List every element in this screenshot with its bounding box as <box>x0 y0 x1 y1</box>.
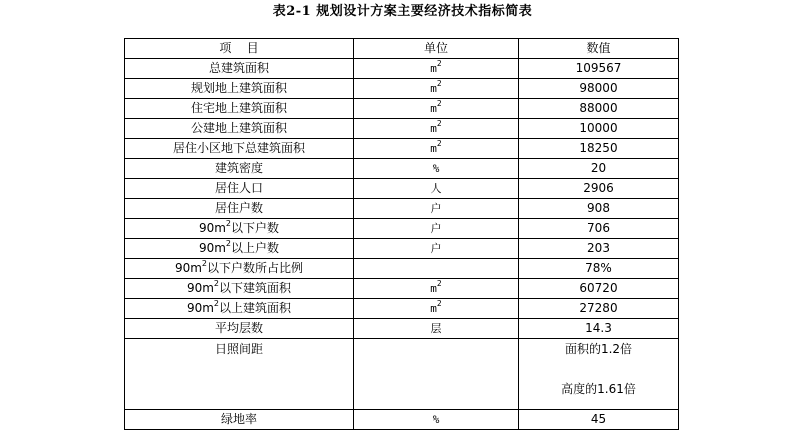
row-unit: 户 <box>354 239 519 259</box>
table-row <box>125 299 679 319</box>
indicator-table <box>124 38 679 430</box>
row-unit <box>354 259 519 279</box>
header-row <box>125 39 679 59</box>
row-value: 2906 <box>519 179 679 199</box>
row-value: 10000 <box>519 119 679 139</box>
green-row <box>125 410 679 430</box>
sunlight-unit <box>354 339 519 410</box>
table-row <box>125 259 679 279</box>
table-row <box>125 179 679 199</box>
row-item: 公建地上建筑面积 <box>125 119 354 139</box>
row-value: 18250 <box>519 139 679 159</box>
sunlight-value-line1: 面积的1.2倍 <box>564 342 633 356</box>
table-caption: 表2-1 规划设计方案主要经济技术指标简表 <box>272 4 533 19</box>
row-unit: $m^2$ <box>354 99 519 119</box>
row-unit: 人 <box>354 179 519 199</box>
table-row <box>125 239 679 259</box>
sunlight-value-line2: 高度的1.61倍 <box>561 382 636 396</box>
table-row <box>125 99 679 119</box>
row-unit: 户 <box>354 219 519 239</box>
row-value: 109567 <box>519 59 679 79</box>
row-value: 98000 <box>519 79 679 99</box>
row-value: 706 <box>519 219 679 239</box>
row-value: 27280 <box>519 299 679 319</box>
table-row <box>125 219 679 239</box>
table-row <box>125 319 679 339</box>
sunlight-value <box>519 339 679 410</box>
table-row <box>125 199 679 219</box>
table-row <box>125 279 679 299</box>
row-value: 88000 <box>519 99 679 119</box>
row-item: $90m^2$以下户数所占比例 <box>125 259 354 279</box>
row-item: 规划地上建筑面积 <box>125 79 354 99</box>
row-item: $90m^2$以下户数 <box>125 219 354 239</box>
row-unit: % <box>354 159 519 179</box>
table-row <box>125 59 679 79</box>
row-item: 居住小区地下总建筑面积 <box>125 139 354 159</box>
header-unit: 单位 <box>354 39 519 59</box>
row-item: 建筑密度 <box>125 159 354 179</box>
sunlight-row <box>125 339 679 410</box>
row-item: $90m^2$以上户数 <box>125 239 354 259</box>
header-value: 数值 <box>519 39 679 59</box>
row-unit: $m^2$ <box>354 59 519 79</box>
row-value: 78% <box>519 259 679 279</box>
row-unit: $m^2$ <box>354 79 519 99</box>
green-item: 绿地率 <box>125 410 354 430</box>
row-unit: 层 <box>354 319 519 339</box>
row-item: 住宅地上建筑面积 <box>125 99 354 119</box>
row-value: 20 <box>519 159 679 179</box>
table-row <box>125 79 679 99</box>
green-value: 45 <box>519 410 679 430</box>
table-row <box>125 119 679 139</box>
table-row <box>125 159 679 179</box>
row-item: 总建筑面积 <box>125 59 354 79</box>
green-unit: % <box>354 410 519 430</box>
row-item: 居住人口 <box>125 179 354 199</box>
row-item: 平均层数 <box>125 319 354 339</box>
row-value: 203 <box>519 239 679 259</box>
row-unit: $m^2$ <box>354 119 519 139</box>
row-item: 居住户数 <box>125 199 354 219</box>
row-item: $90m^2$以下建筑面积 <box>125 279 354 299</box>
row-value: 60720 <box>519 279 679 299</box>
row-unit: $m^2$ <box>354 279 519 299</box>
header-item: 项 目 <box>125 39 354 59</box>
row-unit: $m^2$ <box>354 299 519 319</box>
row-item: $90m^2$以上建筑面积 <box>125 299 354 319</box>
sunlight-item: 日照间距 <box>125 339 354 410</box>
table-row <box>125 139 679 159</box>
row-value: 908 <box>519 199 679 219</box>
row-unit: $m^2$ <box>354 139 519 159</box>
row-value: 14.3 <box>519 319 679 339</box>
row-unit: 户 <box>354 199 519 219</box>
